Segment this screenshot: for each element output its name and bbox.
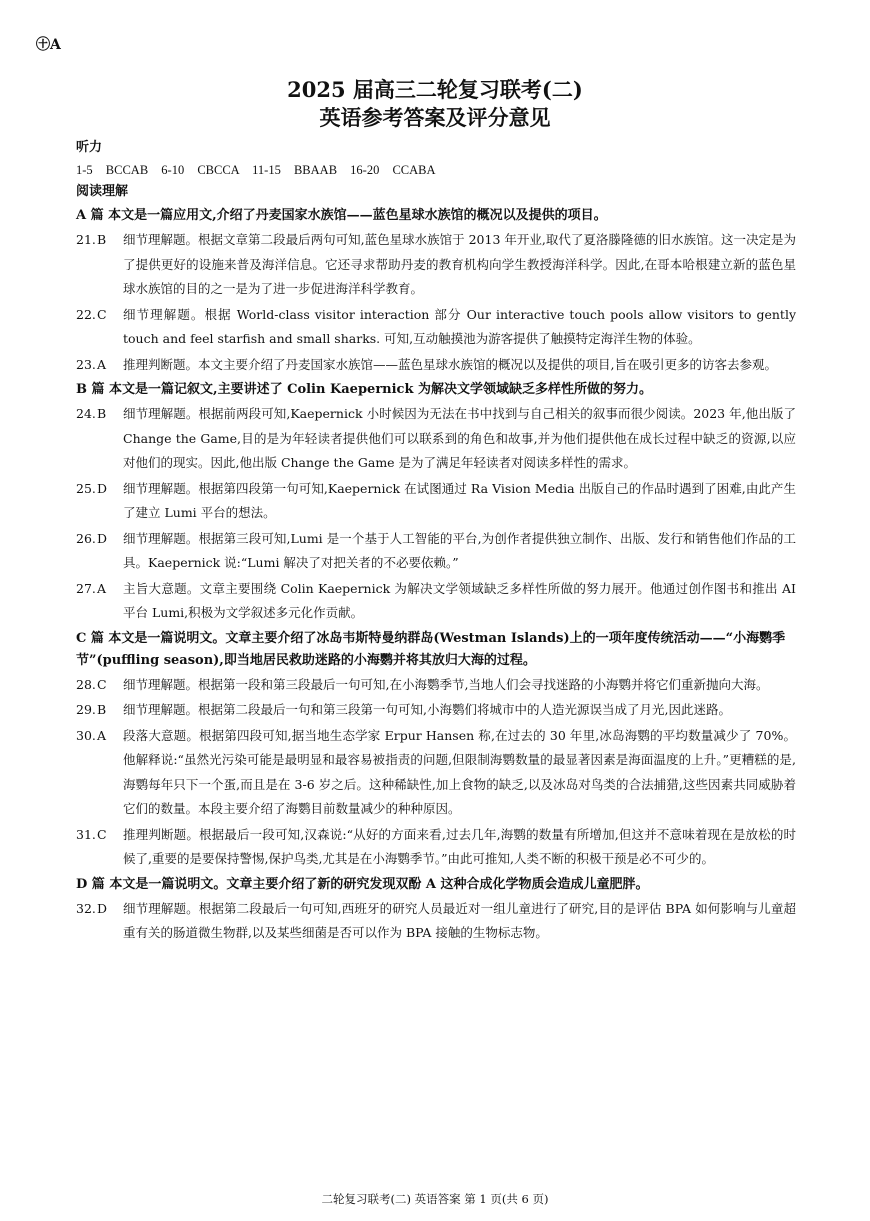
question-number: 25. bbox=[76, 480, 96, 496]
explanation-text: 细节理解题。根据第二段最后一句可知,西班牙的研究人员最近对一组儿童进行了研究,目的是评估 BPA 如何影响与儿童超重有关的肠道微生物群,以及某些细菌是否可以作为 BPA 接触的生物标志物。 bbox=[123, 900, 796, 940]
explanation-text: 细节理解题。根据第一段和第三段最后一句可知,在小海鹦季节,当地人们会寻找迷路的小海鹦并将它们重新抛向大海。 bbox=[123, 676, 769, 692]
passage-heading: A 篇 本文是一篇应用文,介绍了丹麦国家水族馆——蓝色星球水族馆的概况以及提供的项目。 bbox=[76, 208, 607, 223]
answer-key: C bbox=[97, 306, 107, 322]
listening-label: 听力 bbox=[76, 140, 103, 155]
answer-key: D bbox=[97, 530, 108, 546]
answer-key: B bbox=[97, 232, 107, 247]
answer-item bbox=[76, 823, 796, 872]
answer-key: B bbox=[97, 702, 107, 717]
page-content bbox=[76, 137, 796, 946]
question-number: 27. bbox=[76, 580, 96, 596]
explanation-text: 细节理解题。根据文章第二段最后两句可知,蓝色星球水族馆于 2013 年开业,取代了夏洛滕隆德的旧水族馆。这一决定是为了提供更好的设施来普及海洋信息。它还寻求帮助丹麦的教育机构向学生教授海洋科学。因此,在哥本哈根建立新的蓝色星球水族馆的目的之一是为了进一步促进海洋科学教育。 bbox=[123, 232, 796, 296]
passage-heading: D 篇 本文是一篇说明文。文章主要介绍了新的研究发现双酚 A 这种合成化学物质会造成儿童肥胖。 bbox=[76, 876, 649, 892]
explanation-text: 细节理解题。根据第四段第一句可知,Kaepernick 在试图通过 Ra Vision Media 出版自己的作品时遇到了困难,由此产生了建立 Lumi 平台的想法。 bbox=[123, 480, 796, 520]
answer-item bbox=[76, 353, 796, 378]
question-number: 32. bbox=[76, 900, 96, 916]
explanation-text: 细节理解题。根据前两段可知,Kaepernick 小时候因为无法在书中找到与自己相关的叙事而很少阅读。2023 年,他出版了 Change the Game,目的是为年轻读者提供他们可以联系到的角色和故事,并为他们提供他在成长过程中缺乏的资源,以应对他们的现实。因此,他出版 Change the Game 是为了满足年轻读者对阅读多样性的需求。 bbox=[123, 406, 796, 470]
listening-answers: 1-5 BCCAB 6-10 CBCCA 11-15 BBAAB 16-20 CCABA bbox=[76, 163, 436, 177]
answer-item bbox=[76, 577, 796, 626]
answer-key: A bbox=[97, 356, 107, 372]
answer-key: C bbox=[97, 826, 107, 842]
answer-item bbox=[76, 897, 796, 946]
question-number: 24. bbox=[76, 406, 96, 421]
answer-item bbox=[76, 698, 796, 723]
answer-item bbox=[76, 303, 796, 352]
answer-item bbox=[76, 228, 796, 302]
question-number: 23. bbox=[76, 356, 96, 372]
answer-key: A bbox=[97, 727, 107, 743]
page-footer: 二轮复习联考(二) 英语答案 第 1 页(共 6 页) bbox=[321, 1192, 549, 1206]
explanation-text: 细节理解题。根据第三段可知,Lumi 是一个基于人工智能的平台,为创作者提供独立制作、出版、发行和销售他们作品的工具。Kaepernick 说:“Lumi 解决了对把关者的不必要依赖。” bbox=[123, 530, 796, 570]
page-title: 2025 届高三二轮复习联考(二) bbox=[287, 77, 583, 102]
reading-label: 阅读理解 bbox=[76, 184, 129, 199]
answer-item bbox=[76, 673, 796, 698]
explanation-text: 细节理解题。根据 World-class visitor interaction 部分 Our interactive touch pools allow visitors to gently touch and feel starfish and small sharks. 可知,互动触摸池为游客提供了触摸特定海洋生物的体验。 bbox=[123, 306, 796, 346]
explanation-text: 推理判断题。本文主要介绍了丹麦国家水族馆——蓝色星球水族馆的概况以及提供的项目,旨在吸引更多的访客去参观。 bbox=[123, 356, 777, 372]
answer-key: D bbox=[97, 480, 108, 496]
answer-key: A bbox=[97, 580, 107, 596]
answer-key: B bbox=[97, 406, 107, 421]
answer-key: D bbox=[97, 900, 108, 916]
explanation-text: 推理判断题。根据最后一段可知,汉森说:“从好的方面来看,过去几年,海鹦的数量有所增加,但这并不意味着现在是放松的时候了,重要的是要保持警惕,保护鸟类,尤其是在小海鹦季节。”由此可推知,人类不断的积极干预是必不可少的。 bbox=[123, 826, 796, 866]
question-number: 31. bbox=[76, 826, 96, 842]
page-subtitle: 英语参考答案及评分意见 bbox=[319, 105, 551, 130]
answer-item bbox=[76, 527, 796, 576]
corner-mark: ㊉A bbox=[36, 37, 61, 53]
passage-list bbox=[76, 205, 796, 946]
answer-key: C bbox=[97, 676, 107, 692]
question-number: 29. bbox=[76, 702, 96, 717]
passage-heading: B 篇 本文是一篇记叙文,主要讲述了 Colin Kaepernick 为解决文学领域缺乏多样性所做的努力。 bbox=[76, 382, 653, 397]
question-number: 22. bbox=[76, 306, 96, 322]
question-number: 28. bbox=[76, 676, 96, 692]
question-number: 30. bbox=[76, 727, 96, 743]
answer-item bbox=[76, 402, 796, 476]
question-number: 21. bbox=[76, 232, 96, 247]
explanation-text: 段落大意题。根据第四段可知,据当地生态学家 Erpur Hansen 称,在过去的 30 年里,冰岛海鹦的平均数量减少了 70%。他解释说:“虽然光污染可能是最明显和最容易被指责的问题,但限制海鹦数量的最显著因素是海面温度的上升。”更糟糕的是,海鹦每年只下一个蛋,而且是在 3-6 岁之后。这种稀缺性,加上食物的缺乏,以及冰岛对鸟类的合法捕猎,这些因素共同威胁着它们的数量。本段主要介绍了海鹦目前数量减少的种种原因。 bbox=[123, 727, 796, 816]
answer-item bbox=[76, 477, 796, 526]
question-number: 26. bbox=[76, 530, 96, 546]
answer-item bbox=[76, 724, 796, 822]
passage-heading: C 篇 本文是一篇说明文。文章主要介绍了冰岛韦斯特曼纳群岛(Westman Islands)上的一项年度传统活动——“小海鹦季节”(puffling season),即当地居民救助迷路的小海鹦并将其放归大海的过程。 bbox=[76, 630, 786, 668]
explanation-text: 主旨大意题。文章主要围绕 Colin Kaepernick 为解决文学领域缺乏多样性所做的努力展开。他通过创作图书和推出 AI 平台 Lumi,积极为文学叙述多元化作贡献。 bbox=[123, 580, 796, 620]
explanation-text: 细节理解题。根据第二段最后一句和第三段第一句可知,小海鹦们将城市中的人造光源误当成了月光,因此迷路。 bbox=[123, 702, 731, 717]
